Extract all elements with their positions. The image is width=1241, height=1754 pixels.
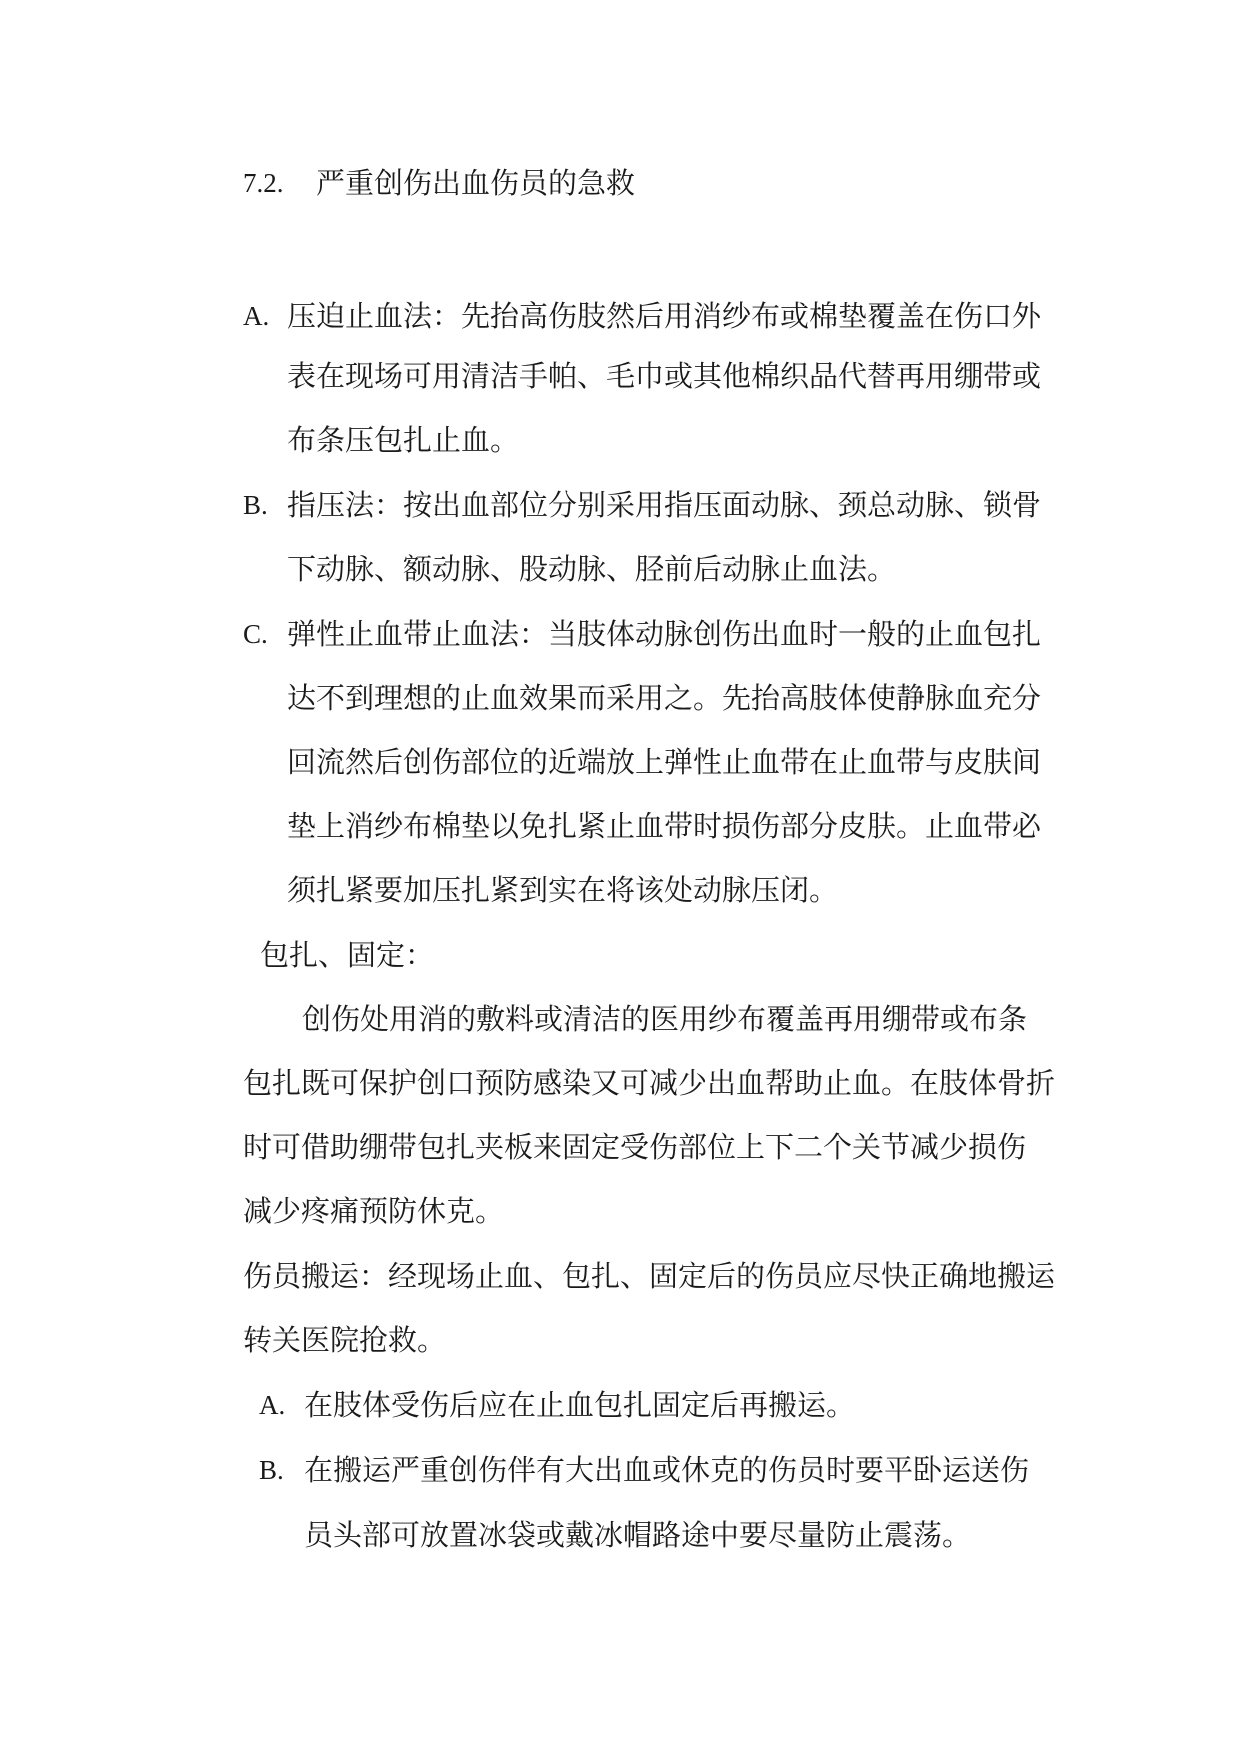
list-item-c-line-1: 弹性止血带止血法：当肢体动脉创伤出血时一般的止血包扎 (287, 617, 1042, 651)
list2-item-b-line-1: 在搬运严重创伤伴有大出血或休克的伤员时要平卧运送伤 (304, 1453, 1030, 1487)
list-item-c-line-4: 垫上消纱布棉垫以免扎紧止血带时损伤部分皮肤。止血带必 (287, 809, 1042, 843)
list-item-c-line-5: 须扎紧要加压扎紧到实在将该处动脉压闭。 (287, 873, 839, 907)
transport-para-line-1: 伤员搬运：经现场止血、包扎、固定后的伤员应尽快正确地搬运 (243, 1259, 1056, 1293)
list2-item-a-line-1: 在肢体受伤后应在止血包扎固定后再搬运。 (304, 1388, 856, 1422)
list-marker-a: A. (243, 301, 270, 331)
transport-para-line-2: 转关医院抢救。 (243, 1323, 447, 1357)
list-item-b-line-1: 指压法：按出血部位分别采用指压面动脉、颈总动脉、锁骨 (287, 488, 1042, 522)
list2-marker-a: A. (259, 1390, 286, 1420)
list-marker-c: C. (243, 619, 268, 649)
list-item-b-line-2: 下动脉、额动脉、股动脉、胫前后动脉止血法。 (287, 552, 897, 586)
bandage-para-line-3: 时可借助绷带包扎夹板来固定受伤部位上下二个关节减少损伤 (243, 1130, 1027, 1164)
bandage-para-line-1: 创伤处用消的敷料或清洁的医用纱布覆盖再用绷带或布条 (302, 1002, 1028, 1036)
list-item-c-line-2: 达不到理想的止血效果而采用之。先抬高肢体使静脉血充分 (287, 681, 1042, 715)
list-item-a-line-2: 表在现场可用清洁手帕、毛巾或其他棉织品代替再用绷带或 (287, 359, 1042, 393)
list-item-a-line-3: 布条压包扎止血。 (287, 423, 520, 457)
bandage-title: 包扎、固定： (260, 938, 435, 972)
list-item-a-line-1: 压迫止血法：先抬高伤肢然后用消纱布或棉垫覆盖在伤口外 (287, 299, 1042, 333)
list2-item-b-line-2: 员头部可放置冰袋或戴冰帽路途中要尽量防止震荡。 (304, 1518, 972, 1552)
list2-marker-b: B. (259, 1455, 284, 1485)
section-title: 严重创伤出血伤员的急救 (316, 166, 636, 200)
list-item-c-line-3: 回流然后创伤部位的近端放上弹性止血带在止血带与皮肤间 (287, 745, 1042, 779)
bandage-para-line-2: 包扎既可保护创口预防感染又可减少出血帮助止血。在肢体骨折 (243, 1066, 1056, 1100)
bandage-para-line-4: 减少疼痛预防休克。 (243, 1194, 505, 1228)
list-marker-b: B. (243, 490, 268, 520)
section-number: 7.2. (243, 168, 284, 198)
